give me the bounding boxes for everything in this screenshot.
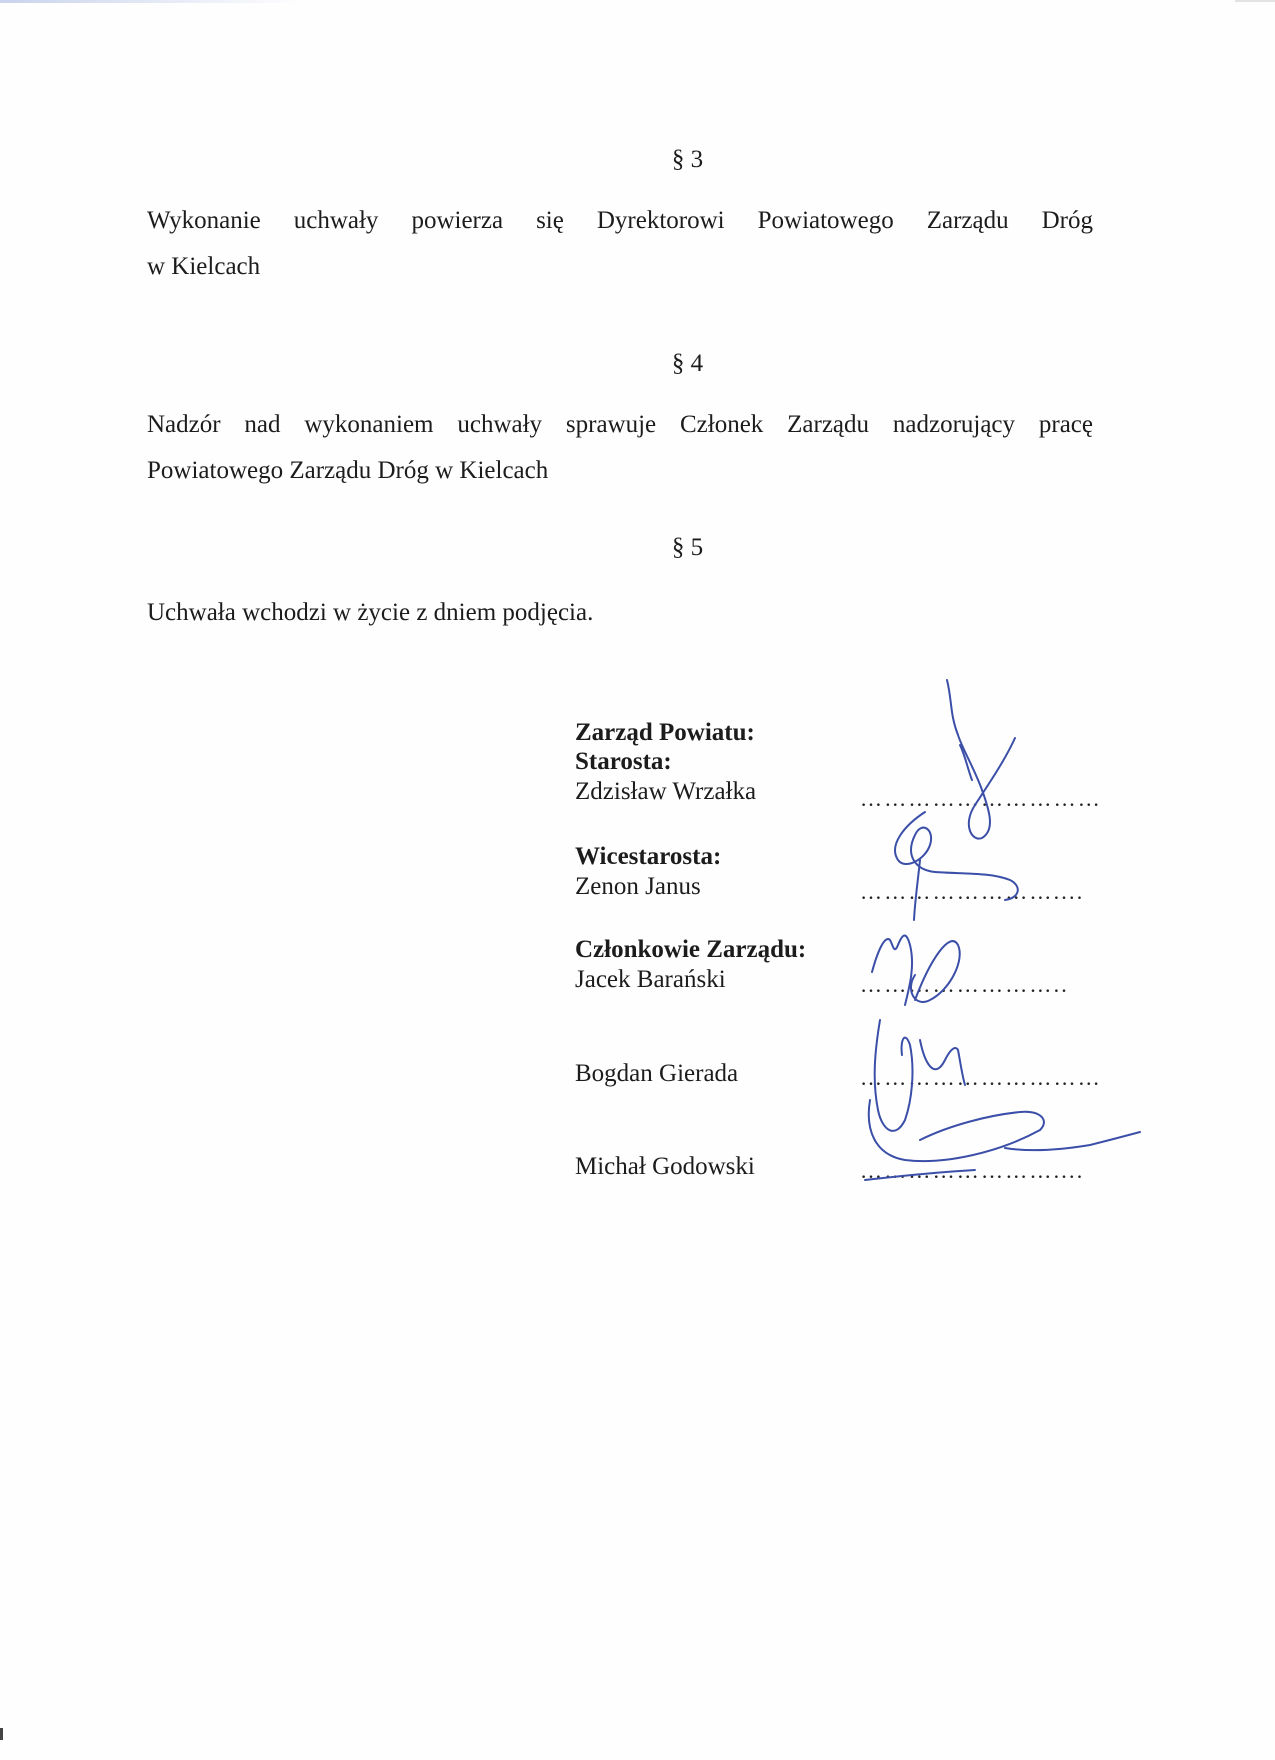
members-block <box>575 935 806 995</box>
signature-line: ………………………… <box>860 786 1102 811</box>
section-3-mark: § 3 <box>671 146 704 173</box>
signature-godowski-tail <box>1005 1132 1140 1150</box>
wicestarosta-block <box>575 842 721 902</box>
signature-starosta-stroke <box>960 745 972 780</box>
section-5-line-1: Uchwała wchodzi w życie z dniem podjęcia. <box>147 599 594 626</box>
member-block <box>575 1058 738 1089</box>
signature-line: ………………………… <box>860 1065 1102 1090</box>
member-block <box>575 1151 755 1182</box>
starosta-heading: Starosta: <box>575 748 672 775</box>
section-4-line-1: Nadzór nad wykonaniem uchwały sprawuje Członek Zarządu nadzorujący pracę <box>147 411 1093 438</box>
wicestarosta-name: Zenon Janus <box>575 873 701 900</box>
signature-starosta <box>947 680 1015 839</box>
scan-artifact-right <box>1235 0 1275 2</box>
board-heading: Zarząd Powiatu: <box>575 719 755 746</box>
signature-line: …………………….... <box>860 1158 1085 1183</box>
starosta-name: Zdzisław Wrzałka <box>575 778 757 805</box>
section-5-mark: § 5 <box>671 534 704 561</box>
member-name: Michał Godowski <box>575 1153 755 1180</box>
signature-godowski <box>869 1100 1044 1161</box>
signature-block <box>575 718 756 807</box>
signature-line: …………………….. <box>860 972 1069 997</box>
section-4-line-2: Powiatowego Zarządu Dróg w Kielcach <box>147 457 549 484</box>
signature-line: …………………….... <box>860 879 1085 904</box>
members-heading: Członkowie Zarządu: <box>575 936 807 963</box>
member-name: Jacek Barański <box>575 966 726 993</box>
section-4-mark: § 4 <box>671 350 704 377</box>
scan-artifact-top <box>0 0 310 3</box>
scan-artifact-bottom <box>0 1728 3 1740</box>
section-3-line-2: w Kielcach <box>147 253 261 280</box>
member-name: Bogdan Gierada <box>575 1060 739 1087</box>
section-3-line-1: Wykonanie uchwały powierza się Dyrektorowi Powiatowego Zarządu Dróg <box>147 207 1093 234</box>
wicestarosta-heading: Wicestarosta: <box>575 843 722 870</box>
